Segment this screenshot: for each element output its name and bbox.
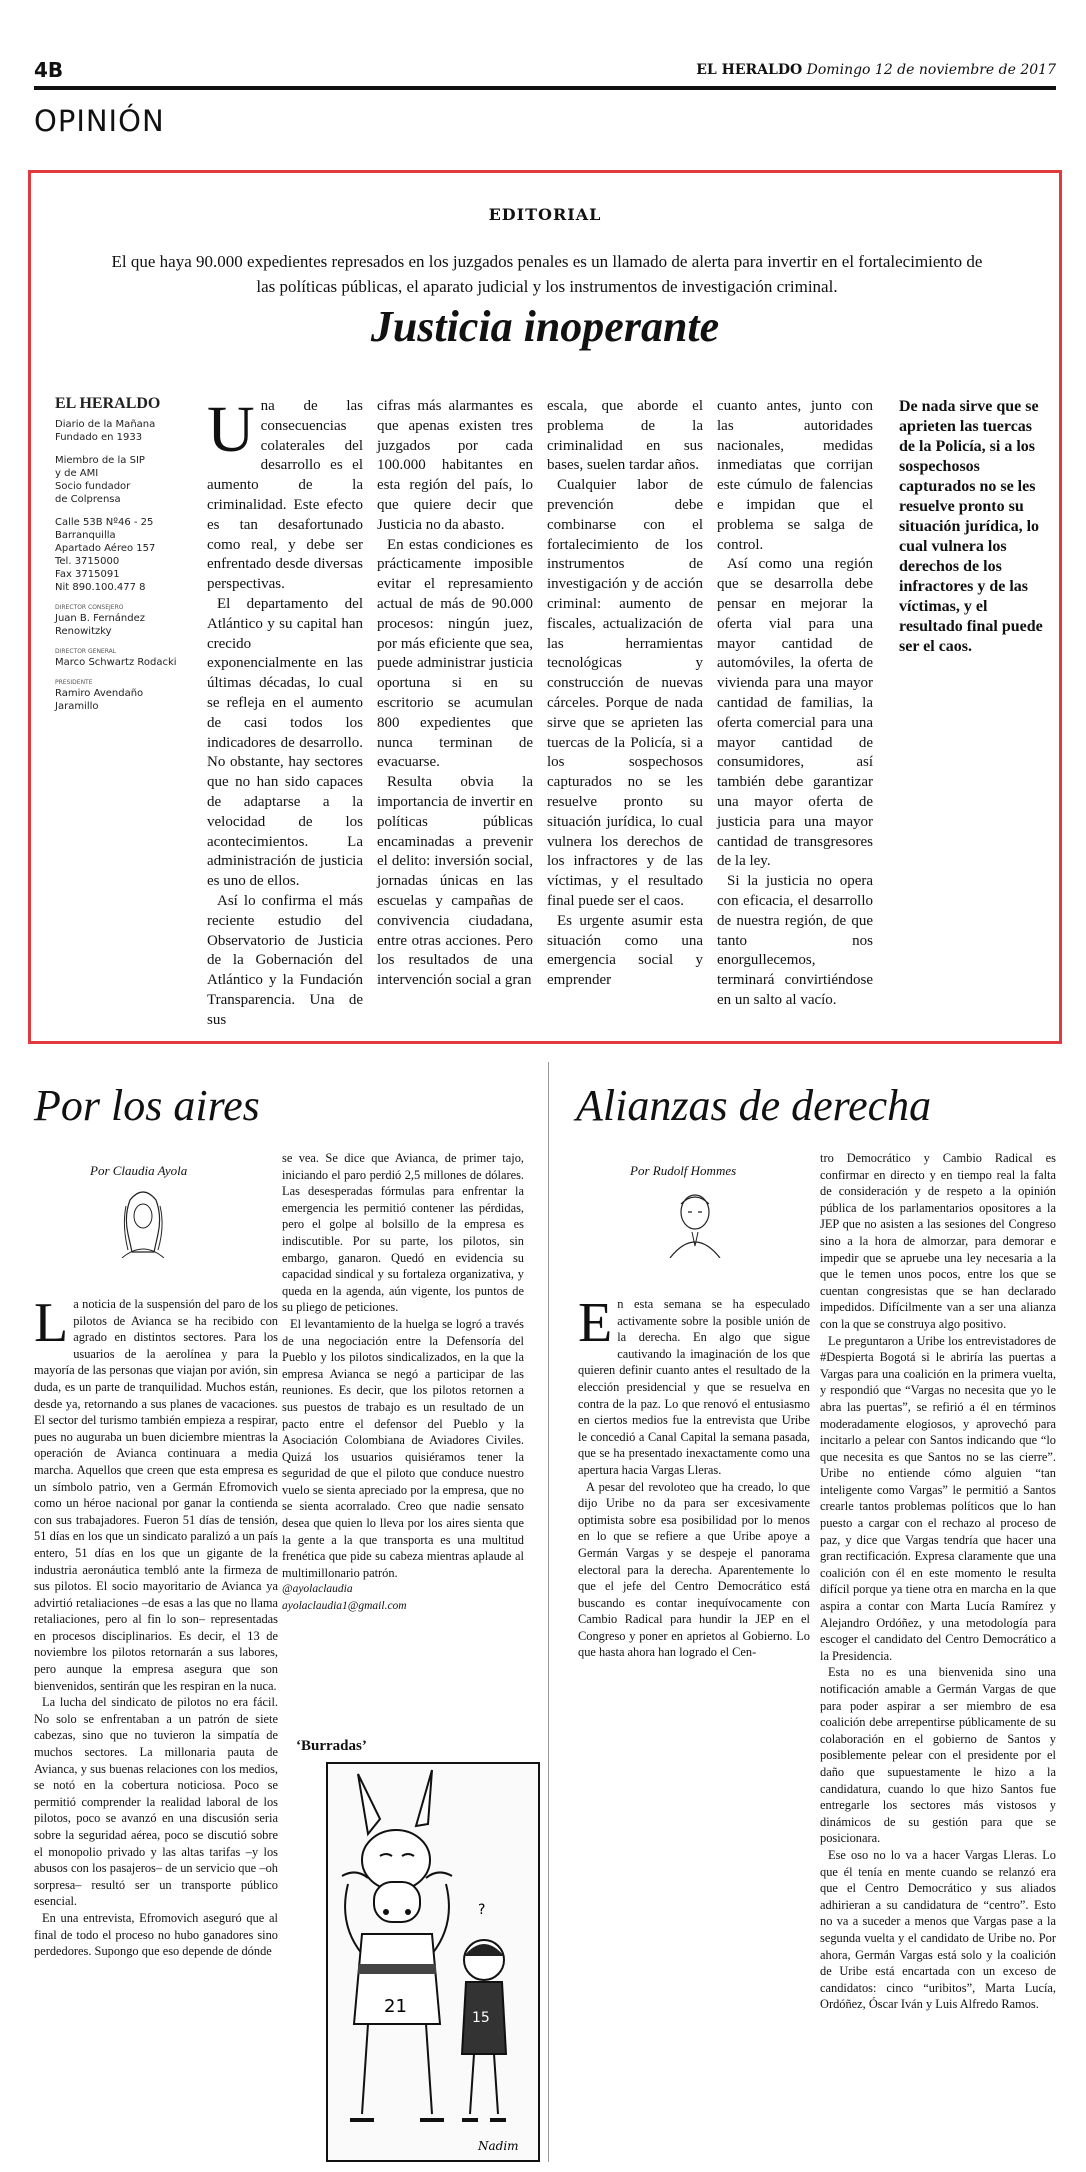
paragraph: Es urgente asumir esta situación como una emergencia social y emprender [547, 912, 703, 989]
cartoonist-signature: Nadim [478, 2139, 519, 2153]
paragraph: Resulta obvia la importancia de invertir en políticas públicas encaminadas a prevenir el delito: inversión social, jornadas únicas en las escuelas y campañas de convivencia ciudadana, entre otras acciones. Pero los resultados de una intervención social a gran [377, 774, 533, 989]
editorial-column-2 [377, 397, 533, 991]
masthead-fax: Fax 3715091 [55, 569, 120, 580]
paragraph: Así como una región que se desarrolla debe pensar en mejorar la oferta vial para una mayor cantidad de automóviles, la oferta de vivienda para una mayor cantidad de familias, la oferta comercial para una mayor cantidad de consumidores, así también debe garantizar una mayor oferta de justicia para una mayor cantidad de transgresores de la ley. [717, 556, 873, 870]
author-twitter: @ayolaclaudia [282, 1583, 353, 1596]
editorial-label: EDITORIAL [488, 205, 602, 224]
editorial-dropcap: U [207, 393, 255, 466]
header-rule [34, 86, 1056, 90]
folio [696, 62, 1056, 78]
editorial-column-1 [207, 393, 363, 1031]
jersey-number-left: 21 [384, 1996, 407, 2017]
column-right-body-2 [820, 1150, 1056, 2013]
paragraph: Esta no es una bienvenida sino una notificación amable a Germán Vargas de que para poder aspirar a ser miembro de esa coalición debe arrepentirse públicamente de su colaboración en el gobierno de Santos y posiblemente pelear con el presidente por el daño que supuestamente le hizo a la candidatura, cuando lo que hizo Santos fue entregarle los sectores más vistosos y dinámicos de su gestión para que se posicionara. [820, 1665, 1056, 1846]
masthead [55, 397, 205, 723]
paragraph: se vea. Se dice que Avianca, de primer tajo, iniciando el paro perdió 2,5 millones de dólares. Las desesperadas fórmulas para enfrentar la emergencia les permitió contener las pérdidas, pero el golpe al bolsillo de la empresa es indiscutible. Por su parte, los pilotos, sin embargo, ganaron. Quedó en evidencia su capacidad sindical y su fortaleza organizativa, y queda en la agenda, aún vigente, los puntos de su pliego de peticiones. [282, 1151, 524, 1315]
author-portrait-icon [110, 1182, 176, 1258]
masthead-tagline: Diario de la Mañana [55, 419, 156, 430]
masthead-pobox: Apartado Aéreo 157 [55, 543, 156, 554]
editorial-column-3 [547, 397, 703, 991]
paragraph: tro Democrático y Cambio Radical es confirmar en directo y en tiempo real la falta de consideración y de respeto a la opinión pública de los parlamentarios opositores a la JEP que no asisten a las sesiones del Congreso sino a la hora de almorzar, para demorar e impedir que se apruebe una ley necesaria a la que le temen unos pocos, entre los que se cuentan congresistas que se han declarado impedidos. Difícilmente van a ser una alianza con la que se construya algo positivo. [820, 1151, 1056, 1331]
section-title: OPINIÓN [34, 104, 165, 138]
masthead-role: DIRECTOR CONSEJERO [55, 604, 124, 611]
masthead-tel: Tel. 3715000 [55, 556, 120, 567]
masthead-member-2: y de AMI [55, 468, 99, 479]
column-right-body-1 [578, 1292, 810, 1661]
masthead-person: Renowitzky [55, 626, 112, 637]
masthead-person: Juan B. Fernández [55, 613, 145, 624]
paragraph: na de las consecuencias colaterales del desarrollo es el aumento de la criminalidad. Este efecto es tan desafortunado como real, y debe ser enfrentado desde diversas perspectivas. [207, 398, 363, 593]
author-email: ayolaclaudia1@gmail.com [282, 1600, 407, 1613]
column-left-body-2 [282, 1150, 524, 1615]
masthead-founded: Fundado en 1933 [55, 432, 143, 443]
paragraph: Ese oso no lo va a hacer Vargas Lleras. Lo que él tenía en mente cuando se relanzó era que el Centro Democrático y sus aliados adhirieran a su candidatura de “centro”. Esto no va a suceder a menos que Vargas pase a la segunda vuelta y el candidato de Uribe no. Por ahora, Germán Vargas está solo y la coalición de Uribe está encartada con un exceso de candidatos: cinco “uribitos”, Marta Lucía, Ordóñez, Óscar Iván y Luis Alfredo Ramos. [820, 1847, 1056, 2012]
paragraph: El levantamiento de la huelga se logró a través de una negociación entre la Defensoría del Pueblo y los pilotos sindicalizados, en la que la empresa Avianca se negó a participar de las reuniones. Es decir, que los pilotos retornen a sus puestos de trabajo es un resultado de un pacto entre el defensor del Pueblo y la Asociación Colombiana de Aviadores Civiles. Quizá los usuarios quisiéramos tener la seguridad de que el piloto que conduce nuestro vuelo se sienta apreciado por la empresa, que no se sienta acorralado. Creo que nadie sensato desea que quien lo lleva por los aires sienta que la gente a la que transporta es una multitud frenética que pide su cabeza mientras aplaude al multimillonario patrón. [282, 1316, 524, 1580]
cartoon-title: ‘Burradas’ [296, 1738, 367, 1754]
column-right-byline: Por Rudolf Hommes [630, 1163, 737, 1178]
column-left-title: Por los aires [34, 1081, 260, 1130]
jersey-number-right: 15 [472, 2010, 490, 2026]
masthead-person: Marco Schwartz Rodacki [55, 657, 177, 668]
paragraph: A pesar del revoloteo que ha creado, lo que dijo Uribe no da para ser excesivamente optimista sobre esa posibilidad por lo menos en lo que se refiere a que Uribe apoye a Germán Vargas y se despeje el panorama electoral para la derecha. Aparentemente lo que el jefe del Centro Democrático está buscando es contar inequívocamente con Cambio Radical para hundir la JEP en el Congreso y poner en aprietos al Gobierno. Lo que hasta ahora han logrado el Cen- [578, 1479, 810, 1660]
author-portrait-icon [662, 1182, 728, 1258]
paragraph: Le preguntaron a Uribe los entrevistadores de #Despierta Bogotá si le abriría las puertas a Vargas para una coalición en la primera vuelta, y respondió que “Vargas no necesita que yo le abra las puertas”, se refirió a él en términos moderadamente elogiosos, y aprovechó para incitarlo a pelear con Santos indicando que “lo que necesita es que Santos no se las cierre”. Uribe no entiende cómo alguien “tan inteligente como Vargas” le permitió a Santos crearle tantos problemas políticos que lo han puesto a cargar con el rechazo al proceso de paz, y dice que Vargas tendría que hacer una gran rectificación. Expresa claramente que una coalición con él en este momento le resulta difícil porque ya tiene otra en marcha en la que aspira a contar con Marta Lucía Ramírez y Alejandro Ordóñez, y una metodología para escoger el candidato del Centro Democrático a la Presidencia. [820, 1333, 1056, 1663]
publication-date: Domingo 12 de noviembre de 2017 [806, 62, 1056, 78]
cartoon-illustration-icon [328, 1764, 540, 2162]
editorial-deck: El que haya 90.000 expedientes represados en los juzgados penales es un llamado de alerta para invertir en el fortalecimiento de las políticas públicas, el aparato judicial y los instrumentos de investigación criminal. [111, 252, 983, 296]
page-header [34, 58, 1056, 88]
masthead-person: Ramiro Avendaño [55, 688, 144, 699]
paragraph: cifras más alarmantes es que apenas existen tres juzgados por cada 100.000 habitantes en esta región del país, lo que quiere decir que Justicia no da abasto. [377, 398, 533, 533]
masthead-nit: Nit 890.100.477 8 [55, 582, 146, 593]
masthead-name: EL HERALDO [55, 395, 161, 412]
paragraph: Cualquier labor de prevención debe combinarse con el fortalecimiento de los instrumentos de investigación y de acción criminal: aumento de fiscales, actualización de las herramientas tecnológicas y construcción de nuevas cárceles. Porque de nada sirve que se aprieten las tuercas de la Policía, si a los sospechosos capturados no se les resuelve pronto su situación jurídica, lo cual vulnera los derechos de los infractores y de las víctimas, y el resultado final puede ser el caos. [547, 477, 703, 909]
column-right-dropcap: E [578, 1292, 613, 1354]
paragraph: Si la justicia no opera con eficacia, el desarrollo de nuestra región, de que tanto nos enorgullecemos, terminará convirtiéndose en un salto al vacío. [717, 873, 873, 1008]
editorial-column-4 [717, 397, 873, 1011]
paragraph: escala, que aborde el problema de la criminalidad en sus bases, suelen tardar años. [547, 398, 703, 474]
page-number: 4B [34, 58, 64, 82]
question-mark-icon: ? [478, 1902, 486, 1918]
editorial-title: Justicia inoperante [370, 302, 720, 351]
editorial-pull-quote: De nada sirve que se aprieten las tuercas de la Policía, si a los sospechosos capturados no se les resuelve pronto su situación jurídica, lo cual vulnera los derechos de los infractores y de las víctimas, y el resultado final puede ser el caos. [899, 398, 1043, 655]
paragraph: Así lo confirma el más reciente estudio del Observatorio de Justicia de la Gobernación del Atlántico y la Fundación Transparencia. Una de sus [207, 892, 363, 1028]
column-left-byline: Por Claudia Ayola [90, 1163, 188, 1178]
masthead-partner-2: de Colprensa [55, 494, 121, 505]
masthead-person: Jaramillo [55, 701, 99, 712]
publication-name: EL HERALDO [696, 62, 803, 78]
column-left-dropcap: L [34, 1292, 69, 1354]
masthead-member: Miembro de la SIP [55, 455, 145, 466]
editorial-cartoon [326, 1762, 540, 2162]
masthead-city: Barranquilla [55, 530, 116, 541]
paragraph: El departamento del Atlántico y su capital han crecido exponencialmente en las últimas décadas, lo cual se refleja en el aumento de casi todos los indicadores de desarrollo. No obstante, hay sectores que no han sido capaces de adaptarse a la velocidad de los acontecimientos. La administración de justicia es uno de ellos. [207, 595, 363, 890]
masthead-role: PRESIDENTE [55, 679, 93, 686]
editorial-box [28, 170, 1062, 1044]
paragraph: En estas condiciones es prácticamente imposible evitar el represamiento actual de más de 90.000 procesos: ningún juez, por más eficiente que sea, puede administrar justicia oportuna si en su escritorio se acumulan 800 expedientes que nunca terminan de evacuarse. [377, 536, 533, 771]
masthead-role: DIRECTOR GENERAL [55, 648, 117, 655]
paragraph: En una entrevista, Efromovich aseguró que al final de todo el proceso no hubo ganadores sino perdedores. Supongo que eso depende de dónde [34, 1910, 278, 1959]
paragraph: n esta semana se ha especulado activamente sobre la posible unión de la derecha. En algo que sigue cautivando la imaginación de los que quieren definir cuanto antes el resultado de la elección presidencial y que se resuelva en contra de la paz. Lo que renovó el entusiasmo en ciertos medios fue la entrevista que Uribe le concedió a Canal Capital la semana pasada, que se ha presentado inexactamente como una apertura hacia Vargas Lleras. [578, 1297, 810, 1477]
column-right-title: Alianzas de derecha [576, 1081, 932, 1130]
column-left-body-1 [34, 1292, 278, 1960]
column-divider [548, 1062, 549, 2162]
paragraph: La lucha del sindicato de pilotos no era fácil. No solo se enfrentaban a un patrón de siete cabezas, sino que no tuvieron la simpatía de muchos sectores. La millonaria pauta de Avianca, y sus buenas relaciones con los medios, se notó en la cobertura noticiosa. Poco se permitió comprender la realidad laboral de los pilotos, poco se avanzó en una discusión seria sobre la seguridad aérea, poco se discutió sobre el monopolio privado y las altas tarifas –y los abusos con los pasajeros– de un servicio que –oh sorpresa– resultó ser un transporte público esencial. [34, 1695, 278, 1909]
paragraph: a noticia de la suspensión del paro de los pilotos de Avianca se ha recibido con agrado en distintos sectores. Para los usuarios de la aerolínea y para la mayoría de las personas que viajan por avión, sin duda, es un parte de tranquilidad. Muchos están, desde ya, retornando a sus planes de vacaciones. El sector del turismo también empieza a respirar, pues no auguraba un buen diciembre mientras la operación de Avianca continuara a media marcha. Aquellos que creen que esta empresa es un símbolo patrio, ven a Germán Efromovich como un héroe nacional por ganar la contienda con sus trabajadores. Fueron 51 días de tensión, 51 días en los que un sindicato paralizó a un país entero, 51 días en los que un gigante de la industria aeronáutica tembló ante la firmeza de sus pilotos. El socio mayoritario de Avianca ya advirtió retaliaciones –de esas a las que no llama retaliaciones, pero al fin lo son– representadas en procesos disciplinarios. Es decir, el 13 de noviembre los pilotos retornarán a sus labores, pero aunque la empresa asegura que son bienvenidos, sentirán que les respiran en la nuca. [34, 1297, 278, 1693]
paragraph: cuanto antes, junto con las autoridades nacionales, medidas inmediatas que corrijan este cúmulo de falencias e impidan que el problema se salga de control. [717, 398, 873, 553]
masthead-partner: Socio fundador [55, 481, 131, 492]
masthead-address: Calle 53B Nº46 - 25 [55, 517, 154, 528]
